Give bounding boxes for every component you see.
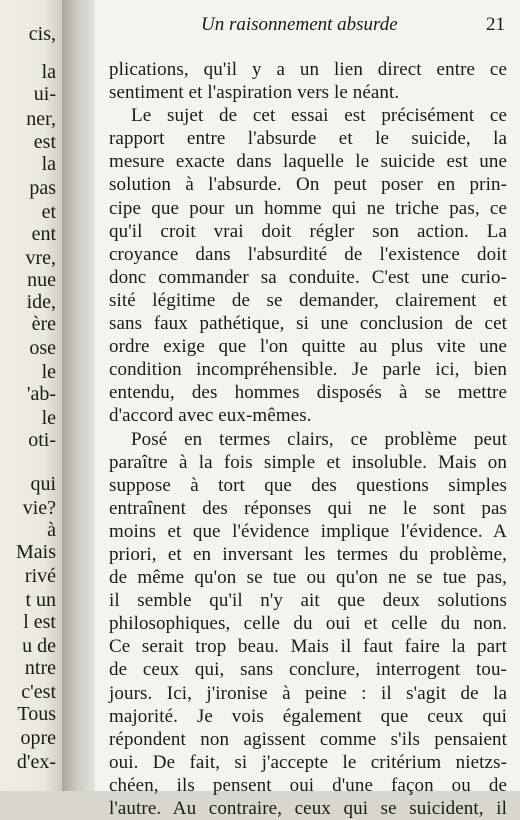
text-line: condition incompréhensible. Je parle ici, bien	[109, 359, 507, 381]
text-line: qu'il croit vrai doit régler son action. La	[109, 220, 507, 242]
left-page-fragment: ère	[31, 313, 56, 335]
page-header	[95, 14, 505, 42]
left-page-fragment: la	[41, 153, 56, 175]
text-line: majorité. Je vois également que ceux qui	[109, 705, 507, 727]
text-line: paraître à la fois simple et insoluble. Mais on	[109, 451, 507, 473]
text-line: de même qu'on se tue ou qu'on ne se tue pas,	[109, 567, 507, 589]
left-page-fragment: l est	[23, 611, 56, 633]
text-line: croyance dans l'absurdité de l'existence doit	[109, 243, 507, 265]
left-page-fragment: cis,	[28, 23, 56, 45]
text-line: philosophiques, celle du oui et celle du non.	[109, 613, 507, 635]
left-page-fragment: t un	[25, 589, 56, 611]
right-page	[95, 0, 520, 819]
text-line: entraînent des réponses qui ne le sont pas	[109, 497, 507, 519]
left-page-fragment: ent	[31, 223, 56, 245]
left-page-fragment: Tous	[17, 703, 56, 725]
text-line: suppose à tort que des questions simples	[109, 474, 507, 496]
text-line: oui. De fait, si j'accepte le critérium nietzs-	[109, 751, 507, 773]
text-line: l'autre. Au contraire, ceux qui se suicident, il	[109, 798, 507, 819]
text-line: Ce serait trop beau. Mais il faut faire la part	[109, 636, 507, 658]
left-page-fragment: est	[33, 131, 56, 153]
text-line: priori, et en inversant les termes du problème,	[109, 543, 507, 565]
text-line: sentiment et l'aspiration vers le néant.	[109, 82, 400, 104]
left-page-fragment: vie?	[22, 497, 56, 519]
text-line: sité légitime de se demander, clairement et	[109, 289, 507, 311]
left-page-fragment: c'est	[21, 681, 56, 703]
text-line: de ceux qui, sans conclure, interrogent tou-	[109, 659, 507, 681]
text-line: d'accord avec eux-mêmes.	[109, 405, 312, 427]
left-page-fragment: le	[41, 407, 56, 429]
left-page-fragment: nue	[27, 269, 56, 291]
text-line: mesure exacte dans laquelle le suicide est une	[109, 151, 507, 173]
left-page-fragment: rivé	[24, 565, 56, 587]
left-page-fragment: et	[41, 201, 56, 223]
text-line: entendu, des hommes disposés à se mettre	[109, 382, 507, 404]
text-line: rapport entre l'absurde et le suicide, la	[109, 128, 507, 150]
text-line: il semble qu'il n'y ait que deux solutions	[109, 590, 507, 612]
left-page-fragment: la	[41, 61, 56, 83]
left-page-fragment: pas	[29, 177, 56, 199]
left-page-fragment: ide,	[26, 291, 56, 313]
left-page-fragment: le	[41, 361, 56, 383]
left-page-fragment: qui	[30, 473, 56, 495]
left-page-fragment: d'ex-	[16, 751, 56, 773]
text-line: moins et que l'évidence implique l'évidence. A	[109, 520, 507, 542]
left-page-fragment: ntre	[24, 657, 56, 679]
running-title: Un raisonnement absurde	[201, 14, 398, 35]
left-page-fragment: oti-	[28, 429, 56, 451]
left-page-fragment: u de	[22, 635, 56, 657]
body-text	[109, 58, 507, 820]
text-line: donc commander sa conduite. C'est une curio-	[109, 266, 507, 288]
left-page-fragment: ner,	[26, 108, 56, 130]
left-page-fragment: à	[47, 519, 56, 541]
text-line: plications, qu'il y a un lien direct entre ce	[109, 59, 507, 80]
text-line: jours. Ici, j'ironise à peine : il s'agit de la	[109, 682, 507, 704]
left-page-fragment: Mais	[16, 541, 56, 563]
text-line: chéen, ils pensent oui d'une façon ou de	[109, 774, 507, 796]
text-line: sans faux pathétique, si une conclusion de cet	[109, 313, 507, 335]
text-line: Le sujet de cet essai est précisément ce	[131, 105, 507, 127]
left-page-fragment: ui-	[33, 83, 56, 105]
text-line: Posé en termes clairs, ce problème peut	[131, 428, 507, 450]
left-page-fragment: ose	[29, 337, 56, 359]
text-line: solution à l'absurde. On peut poser en prin-	[109, 174, 507, 196]
page-number: 21	[486, 14, 505, 35]
left-page-edge	[0, 0, 62, 791]
left-page-fragment: vre,	[25, 247, 56, 269]
text-line: répondent non agissent comme s'ils pensaient	[109, 728, 507, 750]
text-line: cipe que pour un homme qui ne triche pas, ce	[109, 197, 507, 219]
left-page-fragment: opre	[20, 727, 56, 749]
text-line: ordre exige que l'on quitte au plus vite une	[109, 336, 507, 358]
left-page-fragment: 'ab-	[26, 383, 56, 405]
